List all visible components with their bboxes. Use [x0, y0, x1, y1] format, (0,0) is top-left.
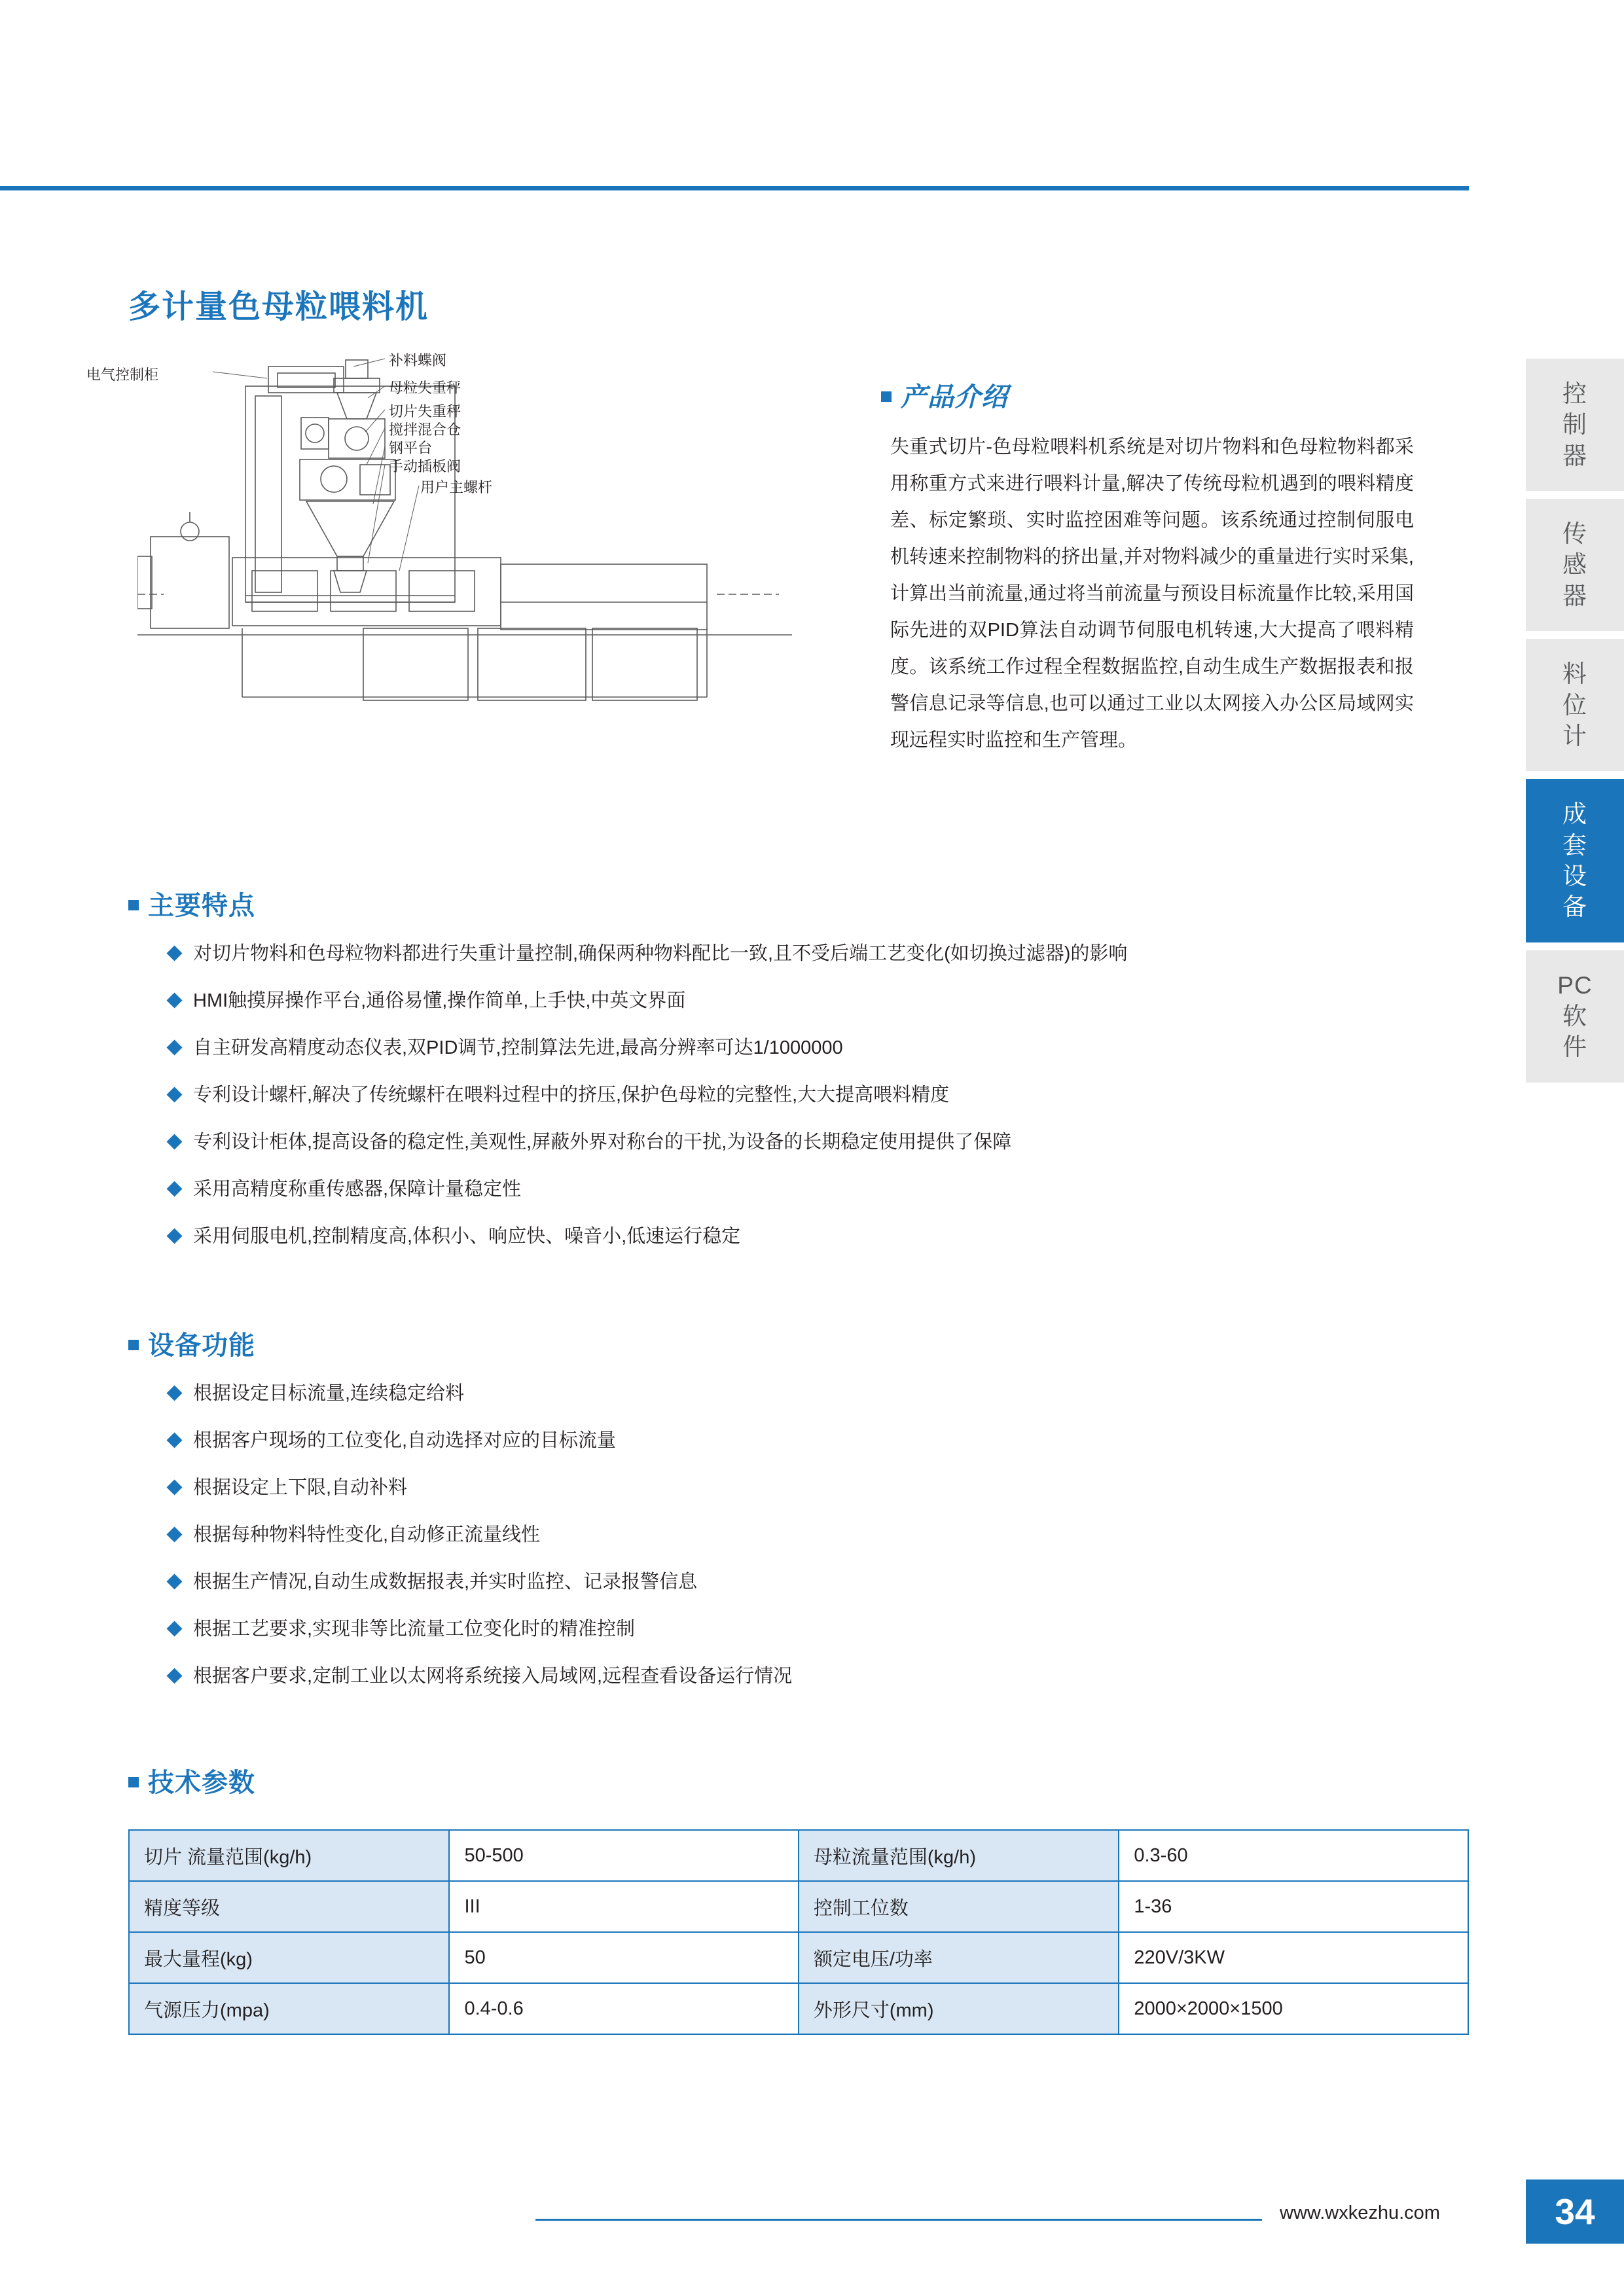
spec-value: III [449, 1881, 798, 1932]
diamond-bullet-icon [166, 945, 182, 961]
diamond-bullet-icon [166, 1228, 182, 1244]
spec-label: 额定电压/功率 [799, 1932, 1119, 1983]
spec-value: 0.3-60 [1119, 1830, 1468, 1881]
spec-value: 50 [449, 1932, 798, 1983]
list-item [169, 1570, 1282, 1594]
diagram-label-manual-gate: 手动插板阀 [389, 458, 461, 475]
list-item-label: 根据设定目标流量,连续稳定给料 [193, 1383, 465, 1404]
intro-paragraph: 失重式切片-色母粒喂料机系统是对切片物料和色母粒物料都采用称重方式来进行喂料计量,解决了传统母粒机遇到的喂料精度差、标定繁琐、实时监控困难等问题。该系统通过控制伺服电机转速来控制物料的挤出量,并对物料减少的重量进行实时采集,计算出当前流量,通过将当前流量与预设目标流量作比较,采用国际先进的双PID算法自动调节伺服电机转速,大大提高了喂料精度。该系统工作过程全程数据监控,自动生成生产数据报表和报警信息记录等信息,也可以通过工业以太网接入办公区局域网实现远程实时监控和生产管理。 [890, 437, 1414, 751]
list-item [169, 1522, 1282, 1547]
bullet-square-icon [128, 1340, 139, 1350]
top-rule [0, 186, 1469, 190]
list-item-label: 根据每种物料特性变化,自动修正流量线性 [193, 1524, 541, 1545]
list-item [169, 1664, 1282, 1689]
functions-list [169, 1381, 1282, 1711]
side-tab-line: 成 [1562, 800, 1587, 828]
diagram-label-masterbatch-scale: 母粒失重秤 [389, 380, 461, 396]
side-tab-line: 料 [1562, 660, 1587, 688]
spec-label: 母粒流量范围(kg/h) [799, 1830, 1119, 1881]
sidebar-item-sensor[interactable] [1526, 499, 1624, 631]
spec-label: 最大量程(kg) [129, 1932, 449, 1983]
side-tab-line: 设 [1562, 862, 1587, 889]
diamond-bullet-icon [166, 1573, 182, 1589]
list-item-label: 采用高精度称重传感器,保障计量稳定性 [193, 1179, 522, 1200]
list-item [169, 1130, 1465, 1155]
list-item [169, 988, 1465, 1013]
features-list [169, 941, 1465, 1271]
list-item [169, 1381, 1282, 1406]
side-tab-line: 控 [1562, 380, 1587, 407]
section-heading-functions-label: 设备功能 [148, 1331, 255, 1360]
diagram-label-screw: 用户主螺杆 [420, 479, 493, 495]
list-item-label: 根据工艺要求,实现非等比流量工位变化时的精准控制 [193, 1619, 636, 1640]
side-tab-line: 感 [1562, 551, 1587, 579]
spec-label: 控制工位数 [799, 1881, 1119, 1932]
side-tab-line: 套 [1562, 831, 1587, 859]
list-item [169, 941, 1465, 966]
diamond-bullet-icon [166, 1479, 182, 1495]
list-item-label: 根据客户现场的工位变化,自动选择对应的目标流量 [193, 1430, 617, 1451]
list-item-label: 根据生产情况,自动生成数据报表,并实时监控、记录报警信息 [193, 1571, 698, 1592]
bullet-square-icon [128, 1777, 139, 1787]
diagram-label-platform: 钢平台 [389, 440, 433, 456]
bullet-square-icon [881, 391, 892, 402]
side-tab-line: 器 [1562, 442, 1587, 469]
list-item [169, 1475, 1282, 1500]
list-item [169, 1428, 1282, 1453]
list-item-label: 自主研发高精度动态仪表,双PID调节,控制算法先进,最高分辨率可达1/1000000 [193, 1037, 843, 1058]
table-row [129, 1881, 1468, 1932]
list-item [169, 1617, 1282, 1641]
diamond-bullet-icon [166, 1134, 182, 1149]
side-tab-line: 传 [1562, 520, 1587, 548]
diagram-label-cabinet: 电气控制柜 [86, 367, 159, 383]
diamond-bullet-icon [166, 1086, 182, 1102]
list-item [169, 1035, 1465, 1060]
side-tab-line: 制 [1562, 411, 1587, 439]
side-tab-line: 器 [1562, 582, 1587, 609]
spec-value: 2000×2000×1500 [1119, 1983, 1468, 2034]
diamond-bullet-icon [166, 1432, 182, 1448]
diamond-bullet-icon [166, 1181, 182, 1196]
list-item [169, 1083, 1465, 1107]
list-item-label: 根据设定上下限,自动补料 [193, 1477, 408, 1498]
spec-label: 外形尺寸(mm) [799, 1983, 1119, 2034]
section-heading-features [128, 885, 255, 922]
table-row [129, 1830, 1468, 1881]
section-heading-functions [128, 1325, 255, 1362]
side-tab-line: 备 [1562, 893, 1587, 921]
table-row [129, 1983, 1468, 2034]
side-tab-line: 件 [1562, 1033, 1587, 1061]
diagram-label-chip-scale: 切片失重秤 [389, 403, 461, 420]
list-item [169, 1224, 1465, 1249]
list-item-label: 根据客户要求,定制工业以太网将系统接入局域网,远程查看设备运行情况 [193, 1666, 793, 1687]
table-row [129, 1932, 1468, 1983]
diamond-bullet-icon [166, 992, 182, 1008]
side-tab-line: 计 [1562, 722, 1587, 749]
spec-table [128, 1829, 1469, 2035]
diamond-bullet-icon [166, 1526, 182, 1542]
diagram-label-valve: 补料蝶阀 [389, 352, 447, 368]
sidebar-item-pc-software[interactable] [1526, 950, 1624, 1083]
footer-website: www.wxkezhu.com [1280, 2202, 1440, 2223]
section-heading-intro [881, 376, 1008, 414]
side-tab-line: PC [1557, 971, 1593, 999]
spec-value: 0.4-0.6 [449, 1983, 798, 2034]
list-item-label: HMI触摸屏操作平台,通俗易懂,操作简单,上手快,中英文界面 [193, 990, 686, 1011]
section-heading-features-label: 主要特点 [148, 891, 255, 920]
diamond-bullet-icon [166, 1668, 182, 1683]
list-item-label: 专利设计柜体,提高设备的稳定性,美观性,屏蔽外界对称台的干扰,为设备的长期稳定使用提供了保障 [193, 1132, 1012, 1153]
list-item-label: 专利设计螺杆,解决了传统螺杆在喂料过程中的挤压,保护色母粒的完整性,大大提高喂料精度 [193, 1085, 950, 1105]
sidebar-item-controller[interactable] [1526, 359, 1624, 491]
spec-label: 精度等级 [129, 1881, 449, 1932]
spec-label: 气源压力(mpa) [129, 1983, 449, 2034]
spec-value: 220V/3KW [1119, 1932, 1468, 1983]
diamond-bullet-icon [166, 1385, 182, 1401]
spec-value: 50-500 [449, 1830, 798, 1881]
equipment-diagram [86, 340, 877, 825]
side-tab-line: 软 [1562, 1003, 1587, 1030]
page-title: 多计量色母粒喂料机 [128, 289, 429, 325]
bullet-square-icon [128, 900, 139, 910]
spec-value: 1-36 [1119, 1881, 1468, 1932]
side-tab-line: 位 [1562, 691, 1587, 719]
list-item-label: 对切片物料和色母粒物料都进行失重计量控制,确保两种物料配比一致,且不受后端工艺变化(如切换过滤器)的影响 [193, 943, 1128, 964]
diamond-bullet-icon [166, 1039, 182, 1055]
diamond-bullet-icon [166, 1621, 182, 1636]
side-tab-nav[interactable] [1526, 359, 1624, 1090]
list-item-label: 采用伺服电机,控制精度高,体积小、响应快、噪音小,低速运行稳定 [193, 1226, 741, 1247]
section-heading-specs [128, 1762, 255, 1799]
sidebar-item-complete-equipment[interactable] [1526, 779, 1624, 942]
section-heading-specs-label: 技术参数 [148, 1768, 255, 1797]
sidebar-item-level-meter[interactable] [1526, 639, 1624, 771]
page-number: 34 [1526, 2179, 1624, 2244]
list-item [169, 1177, 1465, 1202]
diagram-label-mixer: 搅拌混合仓 [389, 422, 461, 438]
footer-rule [535, 2219, 1262, 2221]
section-heading-intro-label: 产品介绍 [901, 383, 1008, 412]
spec-label: 切片 流量范围(kg/h) [129, 1830, 449, 1881]
